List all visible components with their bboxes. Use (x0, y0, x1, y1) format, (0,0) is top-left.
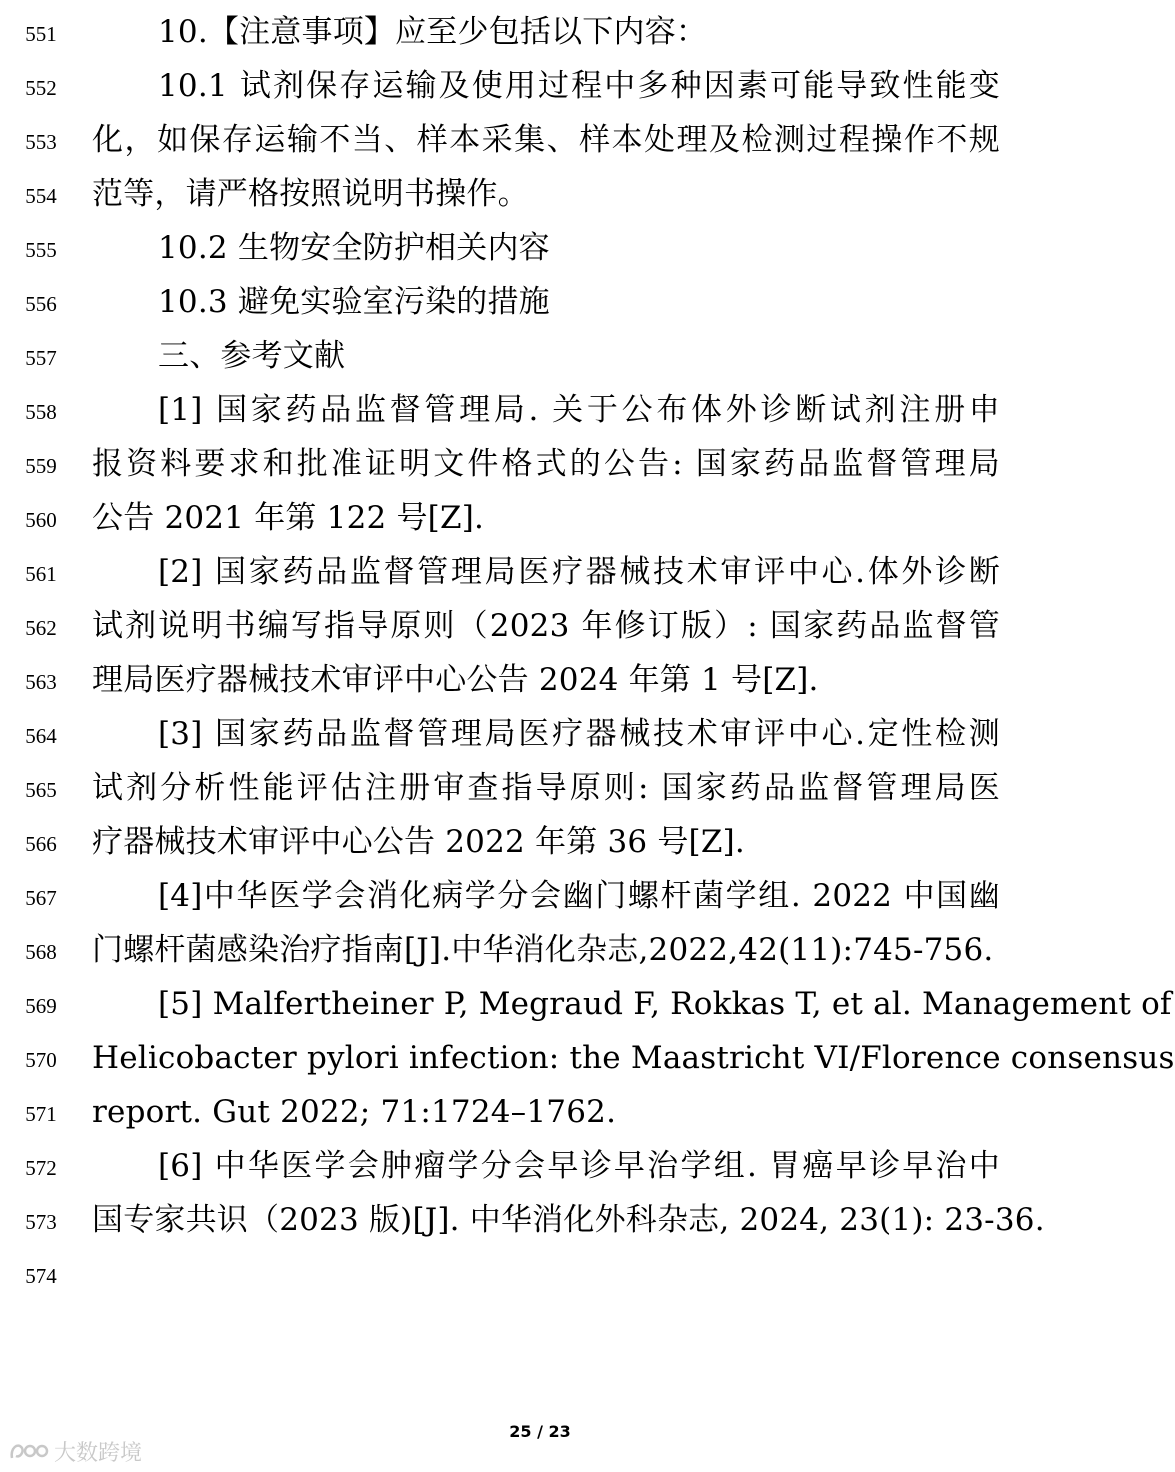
line-text: 国专家共识（2023 版)[J]. 中华消化外科杂志, 2024, 23(1): 23-36. (92, 1202, 1045, 1238)
reference-line (0, 816, 1080, 870)
line-number: 570 (25, 1048, 57, 1072)
line-number: 554 (25, 184, 57, 208)
reference-line (0, 654, 1080, 708)
line-number: 566 (25, 832, 57, 856)
reference-line (0, 600, 1080, 654)
reference-line (0, 924, 1080, 978)
line-text: 10.【注意事项】应至少包括以下内容： (158, 14, 708, 50)
reference-line (0, 546, 1080, 600)
reference-line (0, 492, 1080, 546)
line-text: 范等，请严格按照说明书操作。 (92, 176, 529, 212)
line-text: [2] 国家药品监督管理局医疗器械技术审评中心.体外诊断 (158, 554, 1000, 590)
line-number: 573 (25, 1210, 57, 1234)
line-number: 552 (25, 76, 57, 100)
line-text: [1] 国家药品监督管理局. 关于公布体外诊断试剂注册申 (158, 392, 1000, 428)
line-text: 10.1 试剂保存运输及使用过程中多种因素可能导致性能变 (158, 68, 1000, 104)
line-text: [5] Malfertheiner P, Megraud F, Rokkas T, et al. Management of (158, 986, 1172, 1022)
line-text: 试剂分析性能评估注册审查指导原则: 国家药品监督管理局医 (92, 770, 1000, 806)
line-text: 疗器械技术审评中心公告 2022 年第 36 号[Z]. (92, 824, 745, 860)
line-text: [6] 中华医学会肿瘤学分会早诊早治学组. 胃癌早诊早治中 (158, 1148, 1000, 1184)
section-heading: 三、参考文献 (158, 338, 346, 374)
line-number: 572 (25, 1156, 57, 1180)
line-text: 10.2 生物安全防护相关内容 (158, 230, 550, 266)
reference-line (0, 1032, 1175, 1086)
reference-line (0, 384, 1080, 438)
line-number: 571 (25, 1102, 57, 1126)
reference-line (0, 708, 1080, 762)
reference-line (0, 438, 1080, 492)
line-number: 558 (25, 400, 57, 424)
brand-logo-icon (8, 1438, 50, 1464)
reference-line (0, 870, 1080, 924)
text-line (0, 168, 1080, 222)
text-line (0, 114, 1080, 168)
line-text: 试剂说明书编写指导原则（2023 年修订版）: 国家药品监督管 (92, 608, 1000, 644)
text-line (0, 60, 1080, 114)
line-text: 理局医疗器械技术审评中心公告 2024 年第 1 号[Z]. (92, 662, 819, 698)
text-line (0, 276, 1080, 330)
line-number: 553 (25, 130, 57, 154)
page-number: 25 / 23 (509, 1422, 571, 1441)
line-number: 563 (25, 670, 57, 694)
watermark (8, 1434, 142, 1468)
line-text: 10.3 避免实验室污染的措施 (158, 284, 550, 320)
line-number: 568 (25, 940, 57, 964)
line-number: 565 (25, 778, 57, 802)
reference-line (0, 1086, 1080, 1140)
line-number: 562 (25, 616, 57, 640)
text-line (0, 222, 1080, 276)
section-heading-line (0, 330, 1080, 384)
line-number: 559 (25, 454, 57, 478)
line-number: 561 (25, 562, 57, 586)
line-text: report. Gut 2022; 71:1724–1762. (92, 1094, 617, 1130)
watermark-text: 大数跨境 (54, 1440, 143, 1466)
line-text: 门螺杆菌感染治疗指南[J].中华消化杂志,2022,42(11):745-756. (92, 932, 994, 968)
line-number: 567 (25, 886, 57, 910)
line-number: 555 (25, 238, 57, 262)
text-line (0, 1248, 1080, 1302)
reference-line (0, 1194, 1080, 1248)
line-text: [4]中华医学会消化病学分会幽门螺杆菌学组. 2022 中国幽 (158, 878, 1000, 914)
reference-line (0, 762, 1080, 816)
line-text: 化，如保存运输不当、样本采集、样本处理及检测过程操作不规 (92, 122, 1000, 158)
text-line (0, 6, 1080, 60)
reference-line (0, 1140, 1080, 1194)
line-text: 报资料要求和批准证明文件格式的公告: 国家药品监督管理局 (92, 446, 1000, 482)
line-text: Helicobacter pylori infection: the Maastricht VI/Florence consensus (92, 1040, 1175, 1076)
line-number: 564 (25, 724, 57, 748)
line-number: 551 (25, 22, 57, 46)
line-number: 556 (25, 292, 57, 316)
line-text: 公告 2021 年第 122 号[Z]. (92, 500, 485, 536)
reference-line (0, 978, 1172, 1032)
line-number: 557 (25, 346, 57, 370)
line-number: 574 (25, 1264, 57, 1288)
line-text: [3] 国家药品监督管理局医疗器械技术审评中心.定性检测 (158, 716, 1000, 752)
line-number: 569 (25, 994, 57, 1018)
line-number: 560 (25, 508, 57, 532)
